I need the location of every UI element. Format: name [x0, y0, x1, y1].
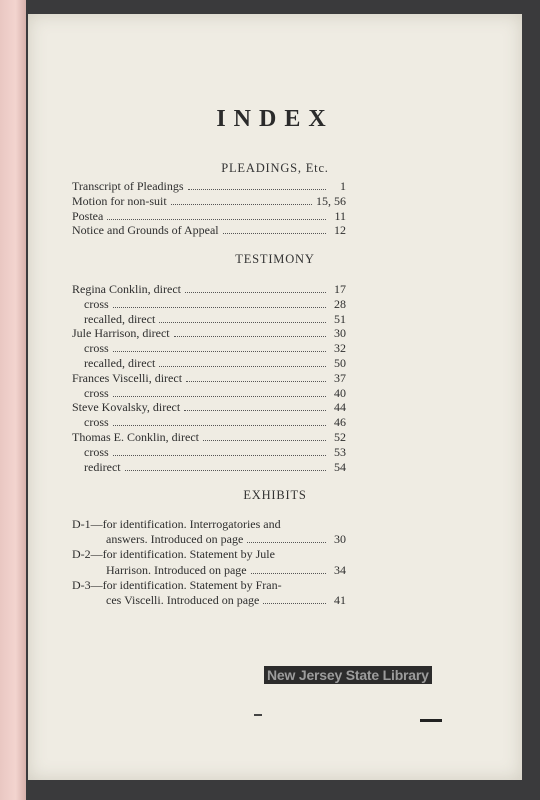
index-entry: recalled, direct 50 — [84, 355, 346, 370]
exhibit-line: Harrison. Introduced on page 34 — [106, 562, 346, 577]
pleadings-list — [72, 179, 346, 238]
exhibits-list — [72, 517, 346, 608]
index-entry: cross 53 — [84, 444, 346, 459]
exhibit-line: D-2—for identification. Statement by Jule — [72, 547, 275, 562]
book-binding-edge — [0, 0, 26, 800]
index-entry: cross 32 — [84, 341, 346, 356]
section-heading-exhibits: EXHIBITS — [243, 488, 307, 502]
exhibit-entry — [72, 578, 346, 608]
section-heading-pleadings: PLEADINGS, Etc. — [221, 161, 329, 175]
index-entry: Notice and Grounds of Appeal 12 — [72, 223, 346, 238]
index-entry: Transcript of Pleadings 1 — [72, 179, 346, 193]
library-stamp: New Jersey State Library — [264, 666, 432, 684]
exhibit-entry — [72, 517, 346, 547]
document-page — [28, 14, 522, 780]
exhibit-line: D-1—for identification. Interrogatories and — [72, 517, 281, 531]
exhibit-line: ces Viscelli. Introduced on page 41 — [106, 592, 346, 607]
index-entry: Jule Harrison, direct 30 — [72, 326, 346, 341]
ink-mark — [420, 719, 442, 722]
index-entry: Postea 11 — [72, 208, 346, 223]
exhibit-line: D-3—for identification. Statement by Fran- — [72, 577, 282, 592]
index-entry: Steve Kovalsky, direct 44 — [72, 400, 346, 415]
index-entry: cross 28 — [84, 296, 346, 311]
index-entry: Frances Viscelli, direct 37 — [72, 370, 346, 385]
index-entry: Motion for non-suit 15, 56 — [72, 193, 346, 208]
page-title: INDEX — [216, 106, 334, 132]
index-entry: Regina Conklin, direct 17 — [72, 282, 346, 296]
index-entry: Thomas E. Conklin, direct 52 — [72, 429, 346, 444]
exhibit-line: answers. Introduced on page 30 — [106, 532, 346, 547]
index-entry: cross 40 — [84, 385, 346, 400]
index-entry: recalled, direct 51 — [84, 311, 346, 326]
testimony-list — [72, 282, 346, 474]
section-heading-testimony: TESTIMONY — [235, 252, 315, 266]
index-entry: redirect 54 — [84, 459, 346, 474]
exhibit-entry — [72, 547, 346, 577]
index-entry: cross 46 — [84, 415, 346, 430]
ink-mark — [254, 714, 262, 716]
